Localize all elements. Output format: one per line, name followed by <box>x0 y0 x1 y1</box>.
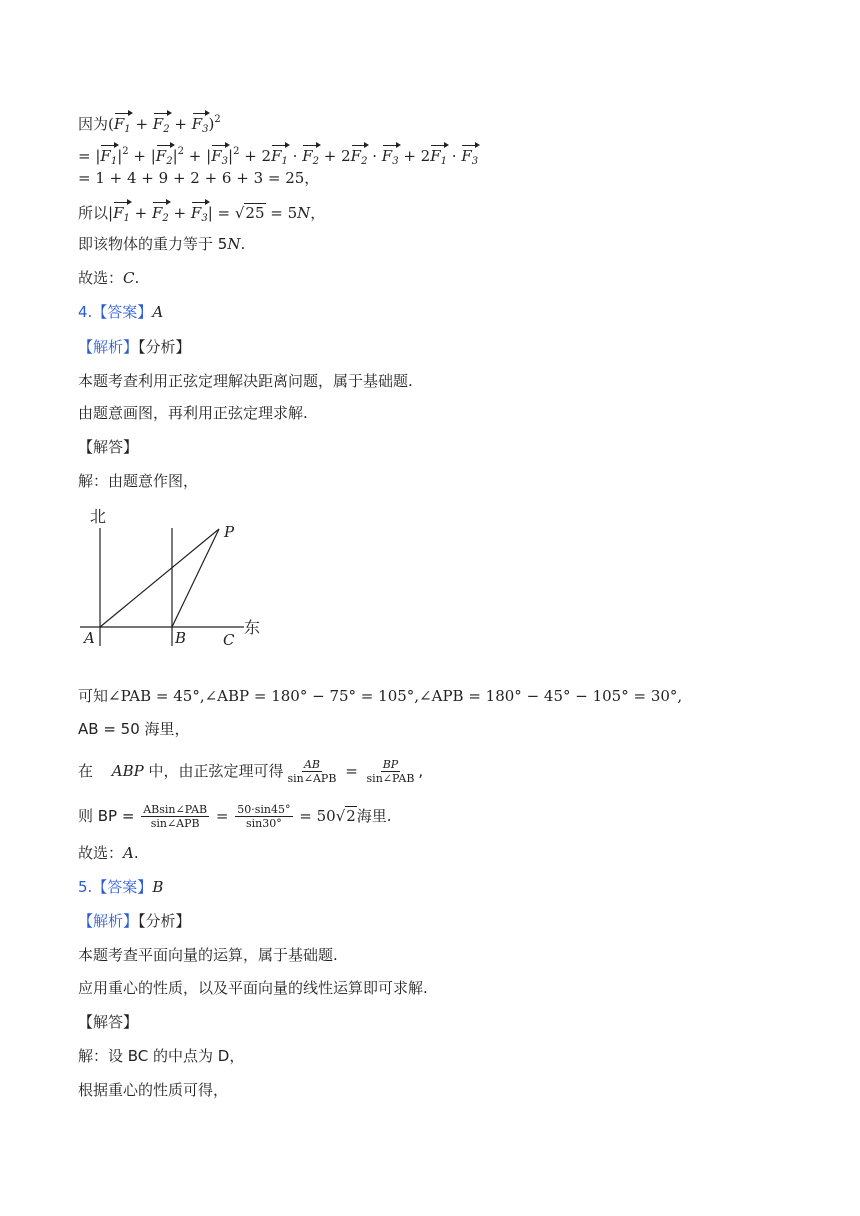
text-line-weight: 即该物体的重力等于 5N. <box>78 235 246 253</box>
segment-ap <box>100 529 219 627</box>
fraction-ab-over-sin-apb: $\frac{AB}{\text{sin∠APB}}$ <box>287 758 337 785</box>
direction-diagram <box>76 502 266 652</box>
point-c-label: C <box>223 631 235 649</box>
q4-sine-law-line: 在 ABP 中，由正弦定理可得 $\frac{AB}{\text{sin∠APB}}$ = $\frac{BP}{\text{sin∠PAB}}$ , <box>78 758 424 785</box>
q5-answer-heading: 5.【答案】B <box>78 878 164 896</box>
north-label: 北 <box>90 507 107 526</box>
equation-line-3: = 1 + 4 + 9 + 2 + 6 + 3 = 25， <box>78 169 320 187</box>
q5-solution-2: 根据重心的性质可得， <box>78 1081 229 1099</box>
q5-desc-1: 本题考查平面向量的运算，属于基础题. <box>78 946 338 964</box>
q4-solution-heading: 【解答】 <box>78 438 139 456</box>
q4-choose-line: 故选：A. <box>78 844 139 862</box>
q4-solution-1: 解：由题意作图， <box>78 472 199 490</box>
segment-bp <box>172 529 219 627</box>
text-line-choose-c: 故选：C. <box>78 269 140 287</box>
point-b-label: B <box>175 629 187 647</box>
point-p-label: P <box>224 523 235 541</box>
q4-angles-line: 可知∠PAB = 45°,∠ABP = 180° − 75° = 105°,∠APB = 180° − 45° − 105° = 30°, <box>78 687 683 705</box>
q5-solution-1: 解：设 BC 的中点为 D， <box>78 1047 245 1065</box>
q4-analysis-heading: 【解析】【分析】 <box>78 338 191 356</box>
q4-bp-result-line: 则 BP = $\frac{\text{ABsin∠PAB}}{\text{sin∠APB}}$ = $\frac{50\cdot\sin 45^\circ}{\sin 30^\circ}$ = 50√2海里. <box>78 803 392 830</box>
fraction-50sin45-over-sin30: $\frac{50\cdot\sin 45^\circ}{\sin 30^\circ}$ <box>237 803 291 830</box>
q5-desc-2: 应用重心的性质，以及平面向量的线性运算即可求解. <box>78 979 428 997</box>
q4-desc-2: 由题意画图，再利用正弦定理求解. <box>78 404 308 422</box>
point-a-label: A <box>84 629 95 647</box>
equation-line-4: 所以$|F_1 + F_2 + F_3| = √25 = 5N$， <box>78 203 325 229</box>
q4-desc-1: 本题考查利用正弦定理解决距离问题，属于基础题. <box>78 372 413 390</box>
q4-ab-line: AB = 50 海里， <box>78 720 190 738</box>
q5-solution-heading: 【解答】 <box>78 1013 139 1031</box>
fraction-bp-over-sin-pab: $\frac{BP}{\text{sin∠PAB}}$ <box>366 758 415 785</box>
q5-analysis-heading: 【解析】【分析】 <box>78 912 191 930</box>
equation-line-1: 因为$(F_1 + F_2 + F_3)^2$ <box>78 110 221 140</box>
east-label: 东 <box>244 618 261 637</box>
q4-answer-heading: 4.【答案】A <box>78 303 164 321</box>
equation-line-2: = $|F_1|^2 + |F_2|^2 + |F_3|^2 + 2F_1 \cdot F_2 + 2F_2 \cdot F_3 + 2F_1 \cdot F_3$ <box>78 142 478 172</box>
fraction-absin-over-sin: $\frac{\text{ABsin∠PAB}}{\text{sin∠APB}}$ <box>143 803 208 830</box>
